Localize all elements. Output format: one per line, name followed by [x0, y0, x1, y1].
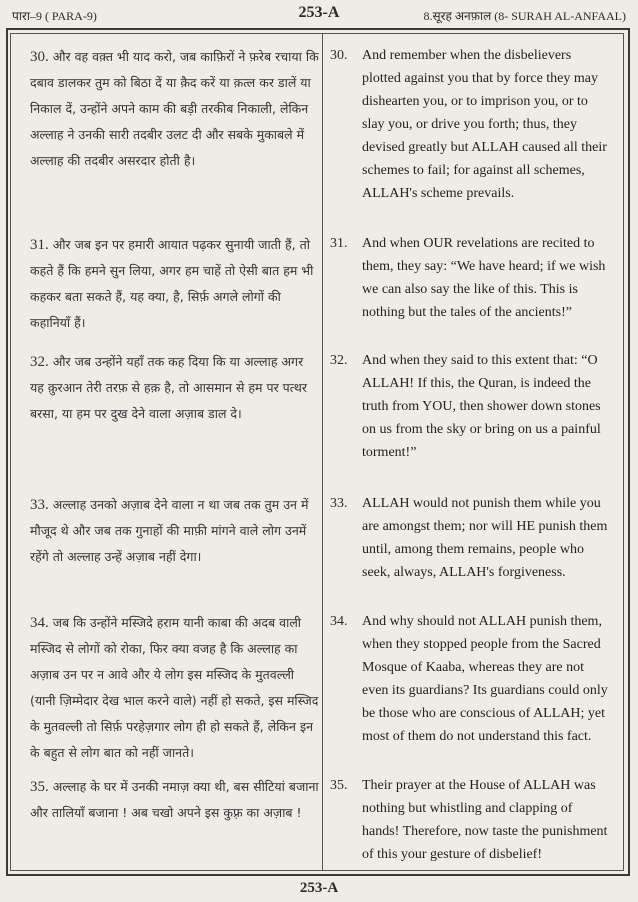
- page-number-bottom: 253-A: [299, 880, 339, 896]
- hindi-text: [30, 349, 320, 427]
- english-text: And why should not ALLAH punish them, when they stopped people from the Sacred Mosque of Kaaba, whereas they are not even its guardians? Its guardians could only be those who are conscious of ALLAH; yet most of them do not understand this fact.: [362, 614, 608, 744]
- hindi-text: [30, 44, 320, 174]
- hindi-text: [30, 232, 320, 336]
- para-label: पारा–9 ( PARA-9): [12, 9, 97, 23]
- hindi-verse-number: 30.: [30, 49, 49, 65]
- english-verse-number: 34.: [330, 614, 348, 629]
- hindi-text: [30, 610, 320, 766]
- page-number-top: 253-A: [298, 4, 340, 21]
- hindi-verse-number: 31.: [30, 237, 49, 253]
- english-verse-number: 30.: [330, 48, 348, 63]
- english-verse-number: 32.: [330, 353, 348, 368]
- english-text: ALLAH would not punish them while you are amongst them; nor will HE punish them until, among them remains, people who seek, always, ALLAH's forgiveness.: [362, 496, 608, 580]
- hindi-verse-body: अल्लाह उनको अज़ाब देने वाला न था जब तक तुम उन में मौजूद थे और जब तक गुनाहों की माफ़ी मांगने वाले लोग उनमें रहेंगे तो अल्लाह उन्हें अज़ाब नहीं देगा।: [30, 497, 309, 564]
- hindi-verse-body: अल्लाह के घर में उनकी नमाज़ क्या थी, बस सीटियां बजाना और तालियाँ बजाना ! अब चखो अपने इस कुफ़्र का अज़ाब !: [30, 779, 319, 820]
- english-text: And when they said to this extent that: “O ALLAH! If this, the Quran, is indeed the truth from YOU, then shower down stones on us from the sky or bring on us a painful torment!”: [362, 353, 601, 460]
- english-verse-number: 35.: [330, 778, 348, 793]
- surah-label: 8.सूरह अनफ़ाल (8- SURAH AL-ANFAAL): [423, 9, 626, 23]
- english-text: And when OUR revelations are recited to them, they say: “We have heard; if we wish we can also say the like of this. This is nothing but the tales of the ancients!”: [362, 236, 606, 320]
- english-text: Their prayer at the House of ALLAH was nothing but whistling and clapping of hands! Therefore, now taste the punishment of this your gesture of disbelief!: [362, 778, 608, 862]
- hindi-verse-body: और वह वक़्त भी याद करो, जब काफ़िरों ने फ़रेब रचाया कि दबाव डालकर तुम को बिठा दें या क़ैद करें या क़त्ल कर डालें या निकाल दें, उन्होंने अपने काम की बड़ी तरकीब निकाली, लेकिन अल्लाह ने उनकी सारी तदबीर उलट दी और सबके मुकाबले में अल्लाह की तदबीर असरदार होती है।: [30, 49, 319, 168]
- page-header: [0, 0, 638, 30]
- hindi-verse-body: जब कि उन्होंने मस्जिदे हराम यानी काबा की अदब वाली मस्जिद से लोगों को रोका, फिर क्या वजह है कि अल्लाह का अज़ाब उन पर न आवे और ये लोग इस मस्जिद के मुतवल्ली (यानी ज़िम्मेदार देख भाल करने वाले) नहीं हो सकते, इस मस्जिद के मुतवल्ली तो सिर्फ़ परहेज़गार लोग ही हो सकते हैं, लेकिन इन के बहुत से लोग बात को नहीं जानते।: [30, 615, 319, 760]
- english-text: And remember when the disbelievers plotted against you that by force they may dishearten you, or to imprison you, or to slay you, or drive you forth; thus, they devised greatly but ALLAH caused all their schemes to fail; for against all schemes, ALLAH's scheme prevails.: [362, 48, 607, 201]
- english-verse-number: 31.: [330, 236, 348, 251]
- column-divider: [322, 33, 323, 871]
- english-verse-number: 33.: [330, 496, 348, 511]
- hindi-verse-number: 32.: [30, 354, 49, 370]
- hindi-verse-body: और जब इन पर हमारी आयात पढ़कर सुनायी जाती हैं, तो कहते हैं कि हमने सुन लिया, अगर हम चाहें तो ऐसी बात हम भी कहकर बता सकते हैं, यह क्या, है, सिर्फ़ अगले लोगों की कहानियाँ हैं।: [30, 237, 314, 330]
- hindi-verse-number: 33.: [30, 497, 49, 513]
- hindi-text: [30, 492, 320, 570]
- hindi-text: [30, 774, 320, 826]
- hindi-verse-body: और जब उन्होंने यहाँ तक कह दिया कि या अल्लाह अगर यह क़ुरआन तेरी तरफ़ से हक़ है, तो आसमान से हम पर पत्थर बरसा, या हम पर दुख देने वाला अज़ाब डाल दे।: [30, 354, 307, 421]
- hindi-verse-number: 34.: [30, 615, 49, 631]
- hindi-verse-number: 35.: [30, 779, 49, 795]
